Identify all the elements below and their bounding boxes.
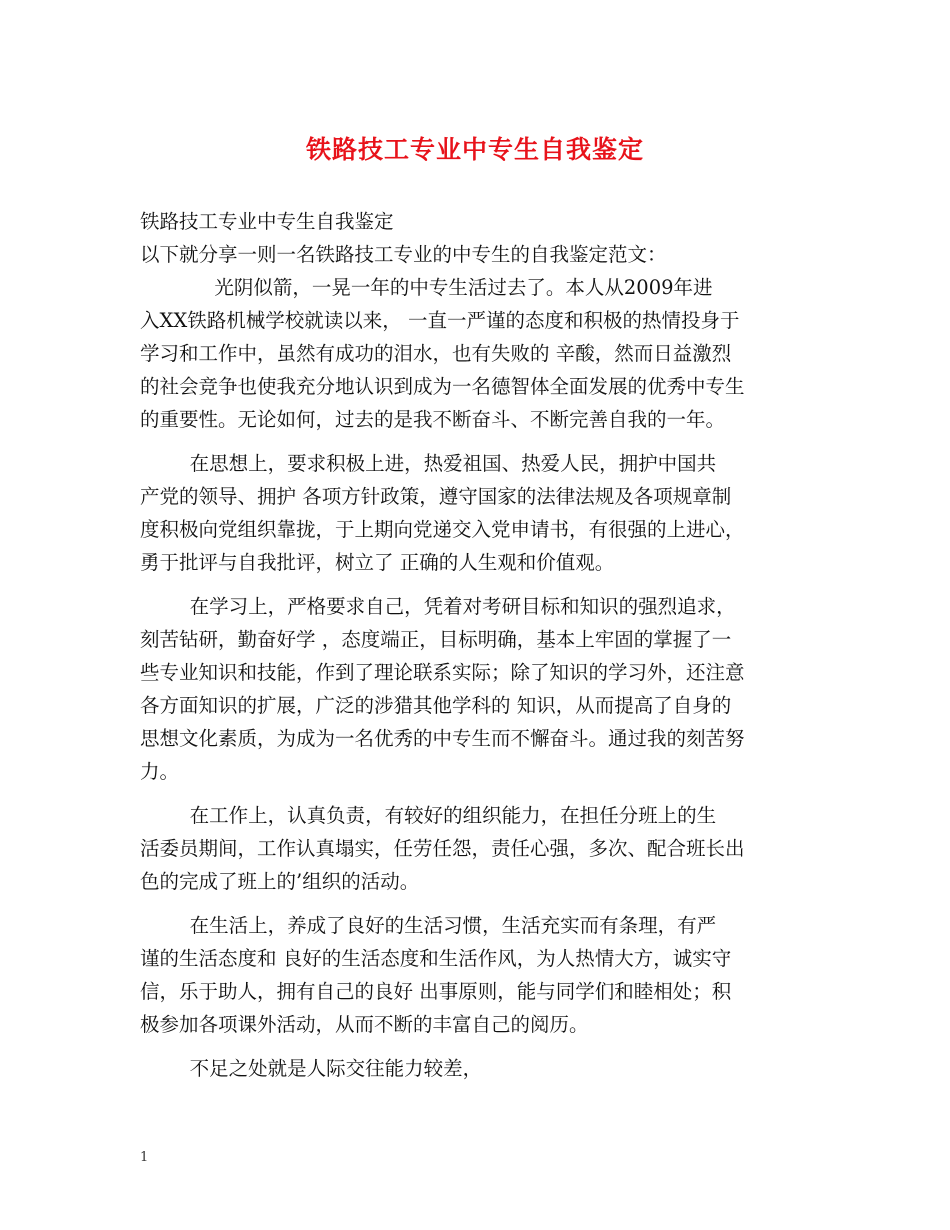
text-line: 些专业知识和技能，作到了理论联系实际；除了知识的学习外，还注意 [140,661,745,684]
paragraph-life [140,909,812,1041]
text-line: 极参加各项课外活动，从而不断的丰富自己的阅历。 [140,1013,589,1036]
text-line: 在工作上，认真负责，有较好的组织能力，在担任分班上的生 [140,804,717,827]
page-number: 1 [140,1150,149,1165]
text-line: 的社会竞争也使我充分地认识到成为一名德智体全面发展的优秀中专生 [140,375,745,398]
document-body [140,205,812,1085]
paragraph-study [140,590,812,788]
text-line: 刻苦钻研，勤奋好学 ，态度端正，目标明确，基本上牢固的掌握了一 [140,628,732,651]
paragraph-intro [140,238,812,271]
paragraph-shortcomings [140,1052,812,1085]
paragraph-work [140,799,812,898]
text-line: 勇于批评与自我批评，树立了 正确的人生观和价值观。 [140,551,615,574]
text-line: 度积极向党组织靠拢，于上期向党递交入党申请书，有很强的上进心， [140,518,745,541]
text-line: 色的完成了班上的’组织的活动。 [140,870,420,893]
text-line: 各方面知识的扩展，广泛的涉猎其他学科的 知识，从而提高了自身的 [140,694,732,717]
text-line: 信，乐于助人，拥有自己的良好 出事原则，能与同学们和睦相处；积 [140,980,732,1003]
text-line: 铁路技工专业中专生自我鉴定 [140,210,394,233]
text-line: 谨的生活态度和 良好的生活态度和生活作风，为人热情大方，诚实守 [140,947,732,970]
text-line: 活委员期间，工作认真塌实，任劳任怨，责任心强，多次、配合班长出 [140,837,745,860]
paragraph-heading [140,205,812,238]
document-title: 铁路技工专业中专生自我鉴定 [305,135,644,164]
text-line: 入XX铁路机械学校就读以来， 一直一严谨的态度和积极的热情投身于 [140,309,740,332]
text-line: 产党的领导、拥护 各项方针政策，遵守国家的法律法规及各项规章制 [140,485,732,508]
text-line: 不足之处就是人际交往能力较差， [140,1057,483,1080]
paragraph-overview [140,271,812,436]
text-line: 学习和工作中，虽然有成功的泪水，也有失败的 辛酸，然而日益激烈 [140,342,732,365]
text-line: 光阴似箭，一晃一年的中专生活过去了。本人从2009年进 [140,276,713,299]
text-line: 在生活上，养成了良好的生活习惯，生活充实而有条理，有严 [140,914,717,937]
text-line: 以下就分享一则一名铁路技工专业的中专生的自我鉴定范文： [140,243,667,266]
text-line: 在思想上，要求积极上进，热爱祖国、热爱人民，拥护中国共 [140,452,717,475]
text-line: 力。 [140,760,180,783]
text-line: 思想文化素质，为成为一名优秀的中专生而不懈奋斗。通过我的刻苦努 [140,727,745,750]
paragraph-thought [140,447,812,579]
text-line: 的重要性。无论如何，过去的是我不断奋斗、不断完善自我的一年。 [140,408,726,431]
text-line: 在学习上，严格要求自己，凭着对考研目标和知识的强烈追求， [140,595,736,618]
